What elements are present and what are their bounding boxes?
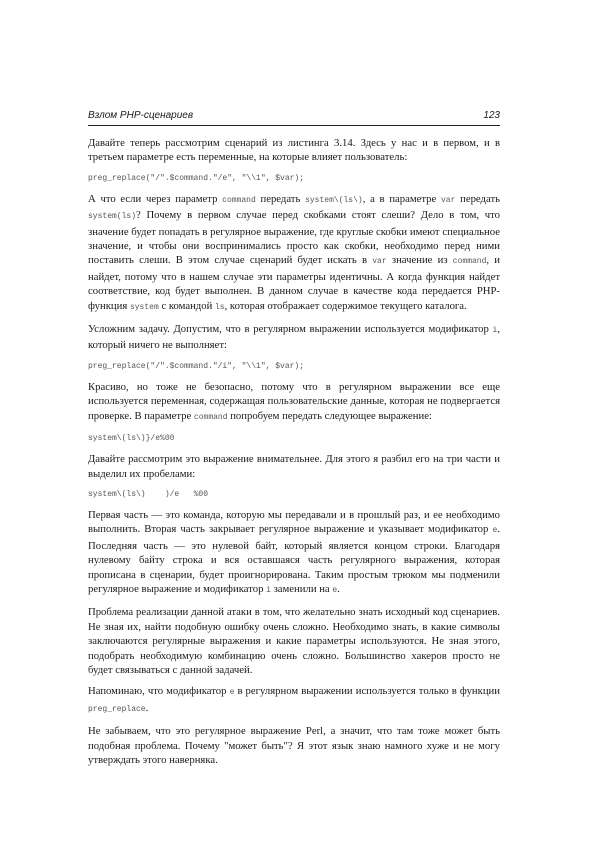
text-run: . xyxy=(145,701,149,714)
code-line: system\(ls\) )/e %00 xyxy=(88,489,209,499)
text-run: , а в параметре xyxy=(362,192,441,205)
paragraph xyxy=(88,684,500,717)
page-body xyxy=(88,136,500,774)
inline-code: system(ls) xyxy=(88,212,137,222)
inline-code: var xyxy=(372,257,387,267)
paragraph xyxy=(88,605,500,677)
paragraph xyxy=(88,380,500,425)
text-run: Не забываем, что это регулярное выражение Perl, а значит, что там тоже может быть подобная проблема. Почему "может быть"? Я этот язык знаю намного хуже и не могу утверждать этого наверняка. xyxy=(88,725,500,766)
text-run: . xyxy=(337,582,340,595)
text-run: с командой xyxy=(158,299,215,312)
text-run: передать xyxy=(255,192,306,205)
text-run: А что если через параметр xyxy=(88,192,223,205)
paragraph xyxy=(88,192,500,315)
text-run: . Последняя часть — это нулевой байт, который является концом строки. Благодаря нулевому байту строка и вся оставшаяся часть регулярного выражения, которая прописана в сценарии, будет проигнорирована. Таким простым трюком мы подменили регулярное выражение и модификатор xyxy=(88,523,500,595)
text-run: , и найдет, потому что в нашем случае эти параметры идентичны. А когда функция найдет соответствие, код будет выполнен. В данном случае в качестве кода передается PHP-функция xyxy=(88,254,501,312)
page-number: 123 xyxy=(483,110,500,121)
paragraph xyxy=(88,322,500,353)
inline-code: e xyxy=(229,688,235,698)
inline-code: i xyxy=(266,585,271,595)
code-line: preg_replace("/".$command."/e", "\\1", $var); xyxy=(88,173,305,183)
inline-code: command xyxy=(222,195,256,205)
text-run: Усложним задачу. Допустим, что в регулярном выражении используется модификатор xyxy=(88,323,493,336)
code-line: preg_replace("/".$command."/i", "\\1", $var); xyxy=(88,361,305,371)
text-run: Проблема реализации данной атаки в том, что желательно знать исходный код сценариев. Не зная их, найти подобную ошибку очень сложно. Необходимо знать, в какие символы заключаются регулярные выражения и какие параметры используются. Не зная этого, подобрать необходимую комбинацию очень сложно. Большинство хакеров просто не будет связываться с данной задачей. xyxy=(88,606,500,676)
text-run: Первая часть — это команда, которую мы передавали и в прошлый раз, и ее необходимо выполнить. Вторая часть закрывает регулярное выражение и указывает модификатор xyxy=(88,508,500,536)
paragraph xyxy=(88,136,500,165)
text-run: передать xyxy=(455,192,500,205)
running-header xyxy=(88,110,500,126)
text-run: значение из xyxy=(386,254,453,267)
paragraph xyxy=(88,508,500,598)
text-run: Напоминаю, что модификатор xyxy=(88,685,230,698)
paragraph xyxy=(88,452,500,481)
inline-code: e xyxy=(492,526,498,536)
text-run: , которая отображает содержимое текущего каталога. xyxy=(224,299,467,312)
inline-code: e xyxy=(332,585,338,595)
inline-code: var xyxy=(441,195,456,205)
text-run: в регулярном выражении используется только в функции xyxy=(234,685,500,698)
text-run: Давайте теперь рассмотрим сценарий из листинга 3.14. Здесь у нас и в первом, и в третьем параметре есть переменные, на которые влияет пользователь: xyxy=(88,137,500,164)
code-line: system\(ls\)}/e%00 xyxy=(88,434,175,444)
text-run: Красиво, но тоже не безопасно, потому что в регулярном выражении все еще используется переменная, содержащая пользовательские данные, которая не подвергается проверке. В параметре xyxy=(88,380,500,422)
inline-code: command xyxy=(452,257,487,267)
paragraph xyxy=(88,724,500,767)
text-run: ? Почему в первом случае перед скобками стоят слеши? Дело в том, что значение будет попадать в регулярное выражение, где круглые скобки имеют специальное значение, и чтобы они воспринимались просто как скобки, необходимо перед ними поставить слеши. В этом случае сценарий будет искать в xyxy=(88,209,500,267)
inline-code: preg_replace xyxy=(88,704,146,714)
text-run: Давайте рассмотрим это выражение внимательнее. Для этого я разбил его на три части и выделил их пробелами: xyxy=(88,453,500,480)
inline-code: system xyxy=(129,302,159,312)
text-run: , который ничего не выполняет: xyxy=(88,323,500,352)
inline-code: ls xyxy=(214,302,225,312)
text-run: попробуем передать следующее выражение: xyxy=(227,409,432,422)
inline-code: system\(ls\) xyxy=(305,195,363,205)
running-header-title: Взлом PHP-сценариев xyxy=(88,110,194,121)
inline-code: i xyxy=(492,326,498,336)
inline-code: command xyxy=(193,412,228,422)
text-run: заменили на xyxy=(270,582,333,595)
